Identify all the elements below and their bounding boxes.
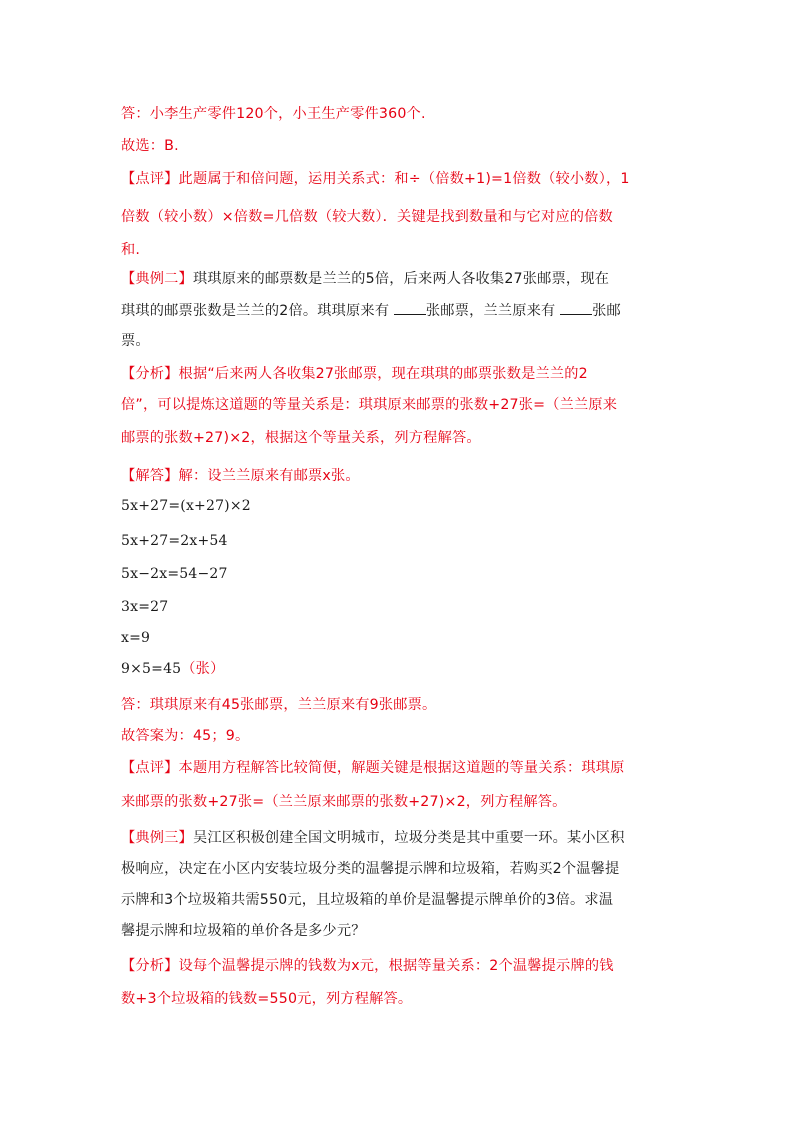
comment-line-1: 【点评】此题属于和倍问题，运用关系式：和÷（倍数+1)=1倍数（较小数），1 — [121, 171, 630, 187]
analysis-line-1: 【分析】根据“后来两人各收集27张邮票，现在琪琪的邮票张数是兰兰的2 — [121, 366, 588, 382]
example-two-heading: 【典例二】 — [121, 271, 193, 287]
analysis3-line-1: 【分析】设每个温馨提示牌的钱数为x元，根据等量关系：2个温馨提示牌的钱 — [121, 958, 614, 974]
solution-line: 【解答】解：设兰兰原来有邮票x张。 — [121, 468, 360, 484]
unit-label: （张） — [181, 661, 225, 677]
answer-line: 答：小李生产零件120个，小王生产零件360个. — [121, 106, 426, 122]
example-three-heading: 【典例三】 — [121, 830, 193, 846]
example-three-line-4: 馨提示牌和垃圾箱的单价各是多少元？ — [121, 923, 366, 939]
example-two-text: 琪琪原来的邮票数是兰兰的5倍，后来两人各收集27张邮票，现在 — [192, 271, 610, 287]
equation-4: 3x=27 — [121, 599, 169, 615]
equation-1: 5x+27=(x+27)×2 — [121, 498, 251, 514]
equation-5: x=9 — [121, 630, 151, 646]
equation-2: 5x+27=2x+54 — [121, 533, 228, 549]
example-two-line-1 — [121, 269, 609, 289]
comment2-line-1: 【点评】本题用方程解答比较简便，解题关键是根据这道题的等量关系：琪琪原 — [121, 760, 625, 776]
answer-fill-line: 故答案为：45；9。 — [121, 728, 250, 744]
example-three-line-3: 示牌和3个垃圾箱共需550元，且垃圾箱的单价是温馨提示牌单价的3倍。求温 — [121, 892, 614, 908]
comment-line-2: 倍数（较小数）×倍数=几倍数（较大数）．关键是找到数量和与它对应的倍数 — [121, 209, 613, 225]
example-three-text: 吴江区积极创建全国文明城市，垃圾分类是其中重要一环。某小区积 — [192, 830, 625, 846]
comment2-line-2: 来邮票的张数+27张=（兰兰原来邮票的张数+27)×2，列方程解答。 — [121, 794, 567, 810]
analysis-line-3: 邮票的张数+27)×2，根据这个等量关系，列方程解答。 — [121, 430, 481, 446]
answer-line-2: 答：琪琪原来有45张邮票，兰兰原来有9张邮票。 — [121, 697, 437, 713]
comment-line-3: 和. — [121, 242, 141, 258]
equation-6: 9×5=45（张） — [121, 661, 225, 677]
analysis3-line-2: 数+3个垃圾箱的钱数=550元，列方程解答。 — [121, 991, 413, 1007]
equation-3: 5x−2x=54−27 — [121, 566, 228, 582]
example-two-line-2: 琪琪的邮票张数是兰兰的2倍。琪琪原来有 张邮票，兰兰原来有 张邮 — [121, 300, 621, 321]
analysis-line-2: 倍”，可以提炼这道题的等量关系是：琪琪原来邮票的张数+27张=（兰兰原来 — [121, 397, 618, 413]
example-two-line-3: 票。 — [121, 333, 150, 349]
answer-blank-1 — [394, 300, 426, 315]
answer-blank-2 — [560, 300, 592, 315]
choice-line: 故选：B. — [121, 138, 179, 154]
example-three-line-1 — [121, 828, 625, 848]
example-three-line-2: 极响应，决定在小区内安装垃圾分类的温馨提示牌和垃圾箱，若购买2个温馨提 — [121, 861, 620, 877]
